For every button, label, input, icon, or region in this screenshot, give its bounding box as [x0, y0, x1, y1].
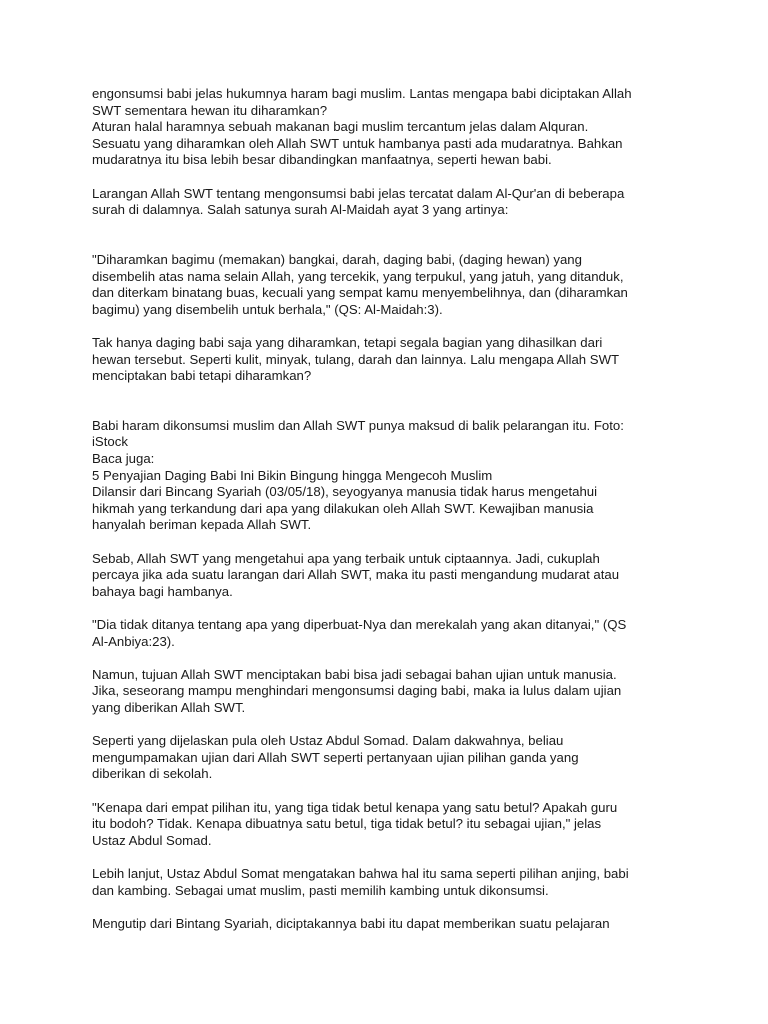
paragraph-gap	[92, 534, 692, 551]
paragraph-gap	[92, 783, 692, 800]
paragraph-gap	[92, 717, 692, 734]
paragraph-quote-al-maidah: "Diharamkan bagimu (memakan) bangkai, darah, daging babi, (daging hewan) yang disembelih atas nama selain Allah, yang tercekik, yang terpukul, yang jatuh, yang ditanduk, dan diterkam binatang buas, kecuali yang sempat kamu menyembelihnya, dan (diharamkan bagimu) yang disembelih untuk berhala," (QS: Al-Maidah:3).	[92, 251, 628, 317]
paragraph-lebih-lanjut: Lebih lanjut, Ustaz Abdul Somat mengatakan bahwa hal itu sama seperti pilihan anjing, babi dan kambing. Sebagai umat muslim, pasti memilih kambing untuk dikonsumsi.	[92, 865, 629, 898]
paragraph-sebab: Sebab, Allah SWT yang mengetahui apa yang terbaik untuk ciptaannya. Jadi, cukuplah percaya jika ada suatu larangan dari Allah SWT, maka itu pasti mengandung mudarat atau bahaya bagi hambanya.	[92, 550, 620, 599]
paragraph-ujian: Namun, tujuan Allah SWT menciptakan babi bisa jadi sebagai bahan ujian untuk manusia. Jika, seseorang mampu menghindari mengonsumsi daging babi, maka ia lulus dalam ujian yang diberikan Allah SWT.	[92, 666, 622, 715]
paragraph-quote-somad: "Kenapa dari empat pilihan itu, yang tiga tidak betul kenapa yang satu betul? Apakah guru itu bodoh? Tidak. Kenapa dibuatnya satu betul, tiga tidak betul? itu sebagai ujian," jelas Ustaz Abdul Somad.	[92, 799, 618, 848]
paragraph-gap	[92, 318, 692, 335]
paragraph-gap	[92, 219, 692, 252]
paragraph-photo-caption-and-source: Babi haram dikonsumsi muslim dan Allah SWT punya maksud di balik pelarangan itu. Foto: iStock Baca juga: 5 Penyajian Daging Babi Ini Bikin Bingung hingga Mengecoh Muslim Dilansir dari Bincang Syariah (03/05/18), seyogyanya manusia tidak harus mengetahui hikmah yang terkandung dari apa yang dilakukan oleh Allah SWT. Kewajiban manusia hanyalah beriman kepada Allah SWT.	[92, 417, 624, 533]
paragraph-mengutip: Mengutip dari Bintang Syariah, diciptakannya babi itu dapat memberikan suatu pelajaran	[92, 915, 610, 931]
paragraph-gap	[92, 899, 692, 916]
paragraph-intro: engonsumsi babi jelas hukumnya haram bagi muslim. Lantas mengapa babi diciptakan Allah SWT sementara hewan itu diharamkan? Aturan halal haramnya sebuah makanan bagi muslim tercantum jelas dalam Alquran. Sesuatu yang diharamkan oleh Allah SWT untuk hambanya pasti ada mudaratnya. Bahkan mudaratnya itu bisa lebih besar dibandingkan manfaatnya, seperti hewan babi.	[92, 86, 632, 168]
paragraph-ustaz-somad: Seperti yang dijelaskan pula oleh Ustaz Abdul Somad. Dalam dakwahnya, beliau mengumpamakan ujian dari Allah SWT seperti pertanyaan ujian pilihan ganda yang diberikan di sekolah.	[92, 733, 579, 782]
paragraph-gap	[92, 650, 692, 667]
paragraph-larangan: Larangan Allah SWT tentang mengonsumsi babi jelas tercatat dalam Al-Qur'an di beberapa surah di dalamnya. Salah satunya surah Al-Maidah ayat 3 yang artinya:	[92, 185, 625, 218]
paragraph-gap	[92, 169, 692, 186]
paragraph-gap	[92, 385, 692, 418]
article-body	[92, 86, 692, 932]
paragraph-gap	[92, 600, 692, 617]
paragraph-gap	[92, 849, 692, 866]
paragraph-quote-al-anbiya: "Dia tidak ditanya tentang apa yang diperbuat-Nya dan merekalah yang akan ditanyai," (QS Al-Anbiya:23).	[92, 617, 627, 649]
paragraph-bagian-babi: Tak hanya daging babi saja yang diharamkan, tetapi segala bagian yang dihasilkan dari hewan tersebut. Seperti kulit, minyak, tulang, darah dan lainnya. Lalu mengapa Allah SWT menciptakan babi tetapi diharamkan?	[92, 334, 620, 384]
